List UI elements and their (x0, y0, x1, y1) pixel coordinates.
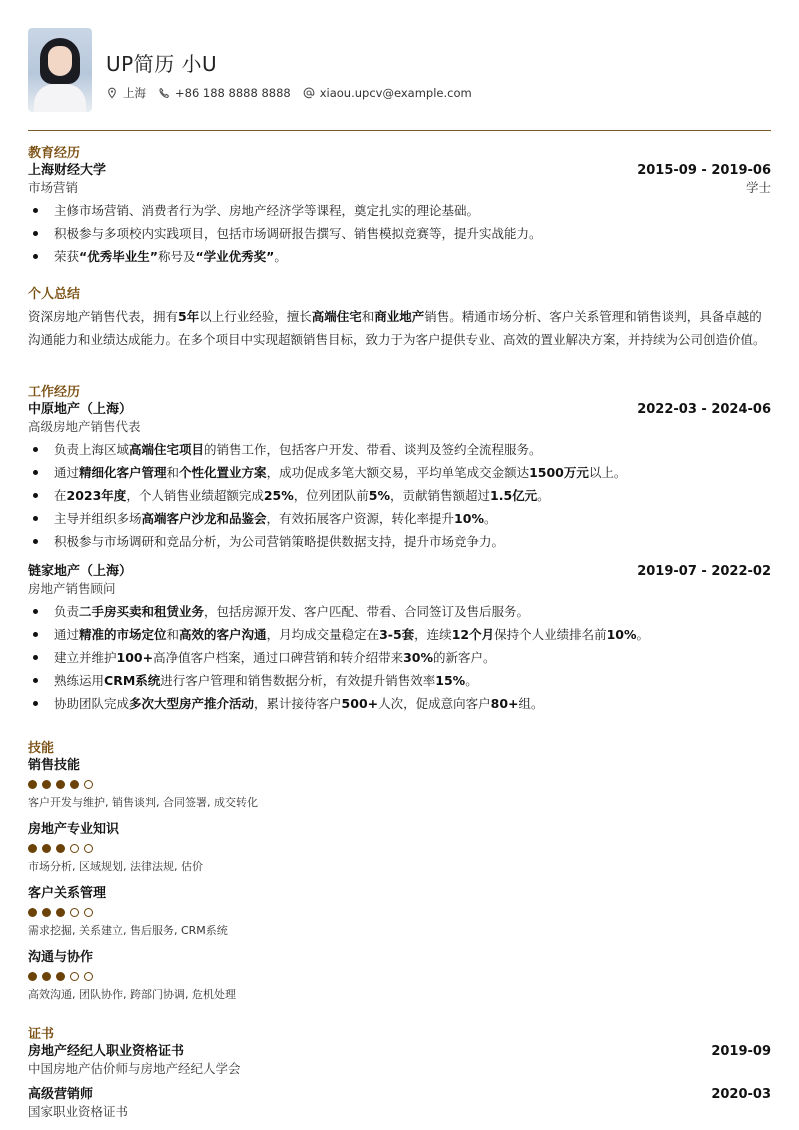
text-run: 销售。精通市场分析、客户关系管理和销售谈判，具备卓越的沟通能力和业绩达成能力。在多个项目中实现超额销售目标，致力于为客户提供专业、高效的置业解决方案，并持续为公司创造价值。 (28, 309, 766, 347)
cert-item (28, 1043, 771, 1077)
text-run: 通过 (54, 627, 80, 642)
phone-text: +86 188 8888 8888 (175, 86, 291, 100)
skill-name: 房地产专业知识 (28, 822, 120, 837)
skill-level-dots (28, 908, 771, 920)
text-run: 。 (483, 511, 497, 526)
text-run: 负责上海区域 (54, 442, 130, 457)
job-bullets (28, 438, 771, 553)
cert-name: 高级营销师 (28, 1087, 94, 1102)
avatar (28, 28, 92, 112)
text-run: 负责 (54, 604, 80, 619)
highlight-text: 25% (263, 488, 294, 503)
text-run: ，累计接待客户 (254, 696, 342, 711)
text-run: 熟练运用 (54, 673, 105, 688)
highlight-text: “优秀毕业生” (79, 249, 158, 264)
bullet-item (28, 199, 771, 222)
highlight-text: 5年 (178, 309, 200, 324)
highlight-text: 100+ (116, 650, 154, 665)
section-title-work: 工作经历 (28, 385, 81, 400)
skill-item (28, 821, 771, 874)
skill-desc: 客户开发与维护, 销售谈判, 合同签署, 成交转化 (28, 796, 258, 809)
job-period: 2022-03 - 2024-06 (637, 402, 771, 417)
text-run: 在 (54, 488, 67, 503)
level-dot-filled (70, 780, 79, 789)
section-title-summary: 个人总结 (28, 287, 81, 302)
job-entry (28, 401, 771, 553)
level-dot-empty (84, 908, 93, 917)
text-run: 和 (166, 627, 180, 642)
text-run: 保持个人业绩排名前 (494, 627, 607, 642)
level-dot-empty (84, 972, 93, 981)
highlight-text: 高端客户沙龙和品鉴会 (141, 511, 267, 526)
cert-issuer: 中国房地产估价师与房地产经纪人学会 (28, 1061, 241, 1076)
text-run: 积极参与市场调研和竞品分析，为公司营销策略提供数据支持，提升市场竞争力。 (54, 534, 505, 549)
text-run: 组。 (518, 696, 544, 711)
level-dot-empty (70, 908, 79, 917)
text-run: 通过 (54, 465, 80, 480)
highlight-text: 高端住宅 (311, 309, 362, 324)
highlight-text: “学业优秀奖” (195, 249, 275, 264)
text-run: 称号及 (157, 249, 196, 264)
work-section (28, 384, 771, 715)
phone-icon (158, 87, 170, 99)
highlight-text: 3-5套 (379, 627, 415, 642)
level-dot-filled (56, 972, 65, 981)
text-run: 和 (166, 465, 180, 480)
resume-header (28, 28, 771, 114)
text-run: 。 (636, 627, 650, 642)
highlight-text: 多次大型房产推介活动 (129, 696, 255, 711)
text-run: ，贡献销售额超过 (390, 488, 491, 503)
highlight-text: CRM系统 (104, 673, 161, 688)
skill-name: 客户关系管理 (28, 886, 107, 901)
bullet-item (28, 438, 771, 461)
level-dot-filled (28, 908, 37, 917)
text-run: 的新客户。 (433, 650, 496, 665)
highlight-text: 1500万元 (529, 465, 589, 480)
section-title-skills: 技能 (28, 741, 55, 756)
bullet-item (28, 692, 771, 715)
skill-name: 销售技能 (28, 758, 81, 773)
skill-item (28, 885, 771, 938)
cert-date: 2020-03 (711, 1087, 771, 1102)
text-run: 。 (537, 488, 550, 503)
level-dot-empty (70, 844, 79, 853)
text-run: 人次，促成意向客户 (378, 696, 491, 711)
highlight-text: 精准的市场定位 (79, 627, 167, 642)
highlight-text: 10% (454, 511, 484, 526)
education-period: 2015-09 - 2019-06 (637, 163, 771, 178)
text-run: ，连续 (414, 627, 452, 642)
highlight-text: 5% (368, 488, 390, 503)
city-text: 上海 (123, 86, 146, 100)
job-company: 链家地产（上海） (28, 564, 133, 579)
text-run: ，位列团队前 (293, 488, 369, 503)
bullet-item (28, 669, 771, 692)
summary-section (28, 286, 771, 351)
highlight-text: 高端住宅项目 (129, 442, 205, 457)
level-dot-empty (70, 972, 79, 981)
text-run: 以上。 (588, 465, 627, 480)
level-dot-filled (28, 972, 37, 981)
location-icon (106, 87, 118, 99)
contact-email (303, 86, 472, 100)
candidate-name: UP简历 小U (106, 52, 218, 76)
degree: 学士 (745, 180, 771, 195)
highlight-text: 15% (435, 673, 466, 688)
text-run: 协助团队完成 (54, 696, 130, 711)
highlight-text: 个性化置业方案 (179, 465, 267, 480)
text-run: 进行客户管理和销售数据分析，有效提升销售效率 (160, 673, 436, 688)
job-period: 2019-07 - 2022-02 (637, 564, 771, 579)
major: 市场营销 (28, 180, 79, 195)
level-dot-filled (42, 780, 51, 789)
level-dot-filled (42, 844, 51, 853)
level-dot-filled (56, 780, 65, 789)
text-run: ，有效拓展客户资源，转化率提升 (266, 511, 455, 526)
text-run: 资深房地产销售代表，拥有 (28, 309, 179, 324)
bullet-item (28, 461, 771, 484)
highlight-text: 30% (403, 650, 434, 665)
job-company: 中原地产（上海） (28, 402, 133, 417)
level-dot-filled (28, 844, 37, 853)
level-dot-filled (42, 972, 51, 981)
summary-text (28, 305, 771, 351)
text-run: 主导并组织多场 (54, 511, 142, 526)
highlight-text: 500+ (341, 696, 379, 711)
bullet-item (28, 222, 771, 245)
level-dot-filled (28, 780, 37, 789)
level-dot-filled (42, 908, 51, 917)
education-bullets (28, 199, 771, 268)
skill-desc: 需求挖掘, 关系建立, 售后服务, CRM系统 (28, 924, 228, 937)
email-text: xiaou.upcv@example.com (319, 86, 472, 100)
skill-desc: 市场分析, 区域规划, 法律法规, 估价 (28, 860, 203, 873)
bullet-item (28, 600, 771, 623)
section-title-education: 教育经历 (28, 146, 81, 161)
job-entry (28, 563, 771, 715)
highlight-text: 商业地产 (374, 309, 425, 324)
header-info (106, 28, 484, 101)
text-run: 建立并维护 (54, 650, 117, 665)
bullet-item (28, 530, 771, 553)
highlight-text: 二手房买卖和租赁业务 (79, 604, 205, 619)
level-dot-empty (84, 780, 93, 789)
highlight-text: 2023年度 (66, 488, 127, 503)
text-run: 的销售工作，包括客户开发、带看、谈判及签约全流程服务。 (204, 442, 542, 457)
job-role: 房地产销售顾问 (28, 581, 116, 596)
highlight-text: 10% (606, 627, 637, 642)
highlight-text: 精细化客户管理 (79, 465, 167, 480)
text-run: 。 (274, 249, 287, 264)
text-run: 荣获 (54, 249, 80, 264)
certs-section (28, 1026, 771, 1120)
skill-level-dots (28, 780, 771, 792)
school-name: 上海财经大学 (28, 163, 107, 178)
skill-item (28, 757, 771, 810)
text-run: 。 (465, 673, 478, 688)
skill-name: 沟通与协作 (28, 950, 94, 965)
email-icon (303, 87, 315, 99)
job-role: 高级房地产销售代表 (28, 419, 141, 434)
text-run: ，个人销售业绩超额完成 (126, 488, 264, 503)
highlight-text: 高效的客户沟通 (179, 627, 267, 642)
skill-level-dots (28, 972, 771, 984)
section-title-certs: 证书 (28, 1027, 55, 1042)
text-run: 主修市场营销、消费者行为学、房地产经济学等课程，奠定扎实的理论基础。 (54, 203, 480, 218)
job-bullets (28, 600, 771, 715)
text-run: ，月均成交量稳定在 (266, 627, 380, 642)
bullet-item (28, 245, 771, 268)
cert-issuer: 国家职业资格证书 (28, 1104, 129, 1119)
text-run: ，包括房源开发、客户匹配、带看、合同签订及售后服务。 (204, 604, 530, 619)
skills-section (28, 740, 771, 1002)
highlight-text: 12个月 (451, 627, 495, 642)
header-divider (28, 130, 771, 131)
contact-city (106, 85, 146, 101)
text-run: 以上行业经验，擅长 (199, 309, 312, 324)
text-run: 积极参与多项校内实践项目，包括市场调研报告撰写、销售模拟竞赛等，提升实战能力。 (54, 226, 542, 241)
skill-desc: 高效沟通, 团队协作, 跨部门协调, 危机处理 (28, 988, 236, 1001)
text-run: 和 (361, 309, 375, 324)
text-run: 高净值客户档案，通过口碑营销和转介绍带来 (153, 650, 404, 665)
cert-date: 2019-09 (711, 1044, 771, 1059)
text-run: ，成功促成多笔大额交易，平均单笔成交金额达 (266, 465, 530, 480)
bullet-item (28, 646, 771, 669)
bullet-item (28, 507, 771, 530)
cert-name: 房地产经纪人职业资格证书 (28, 1044, 185, 1059)
bullet-item (28, 484, 771, 507)
level-dot-filled (56, 908, 65, 917)
cert-item (28, 1086, 771, 1120)
level-dot-filled (56, 844, 65, 853)
education-section (28, 145, 771, 268)
contact-line (106, 85, 484, 101)
bullet-item (28, 623, 771, 646)
contact-phone (158, 86, 291, 100)
skill-level-dots (28, 844, 771, 856)
level-dot-empty (84, 844, 93, 853)
highlight-text: 80+ (490, 696, 519, 711)
highlight-text: 1.5亿元 (490, 488, 538, 503)
skill-item (28, 949, 771, 1002)
